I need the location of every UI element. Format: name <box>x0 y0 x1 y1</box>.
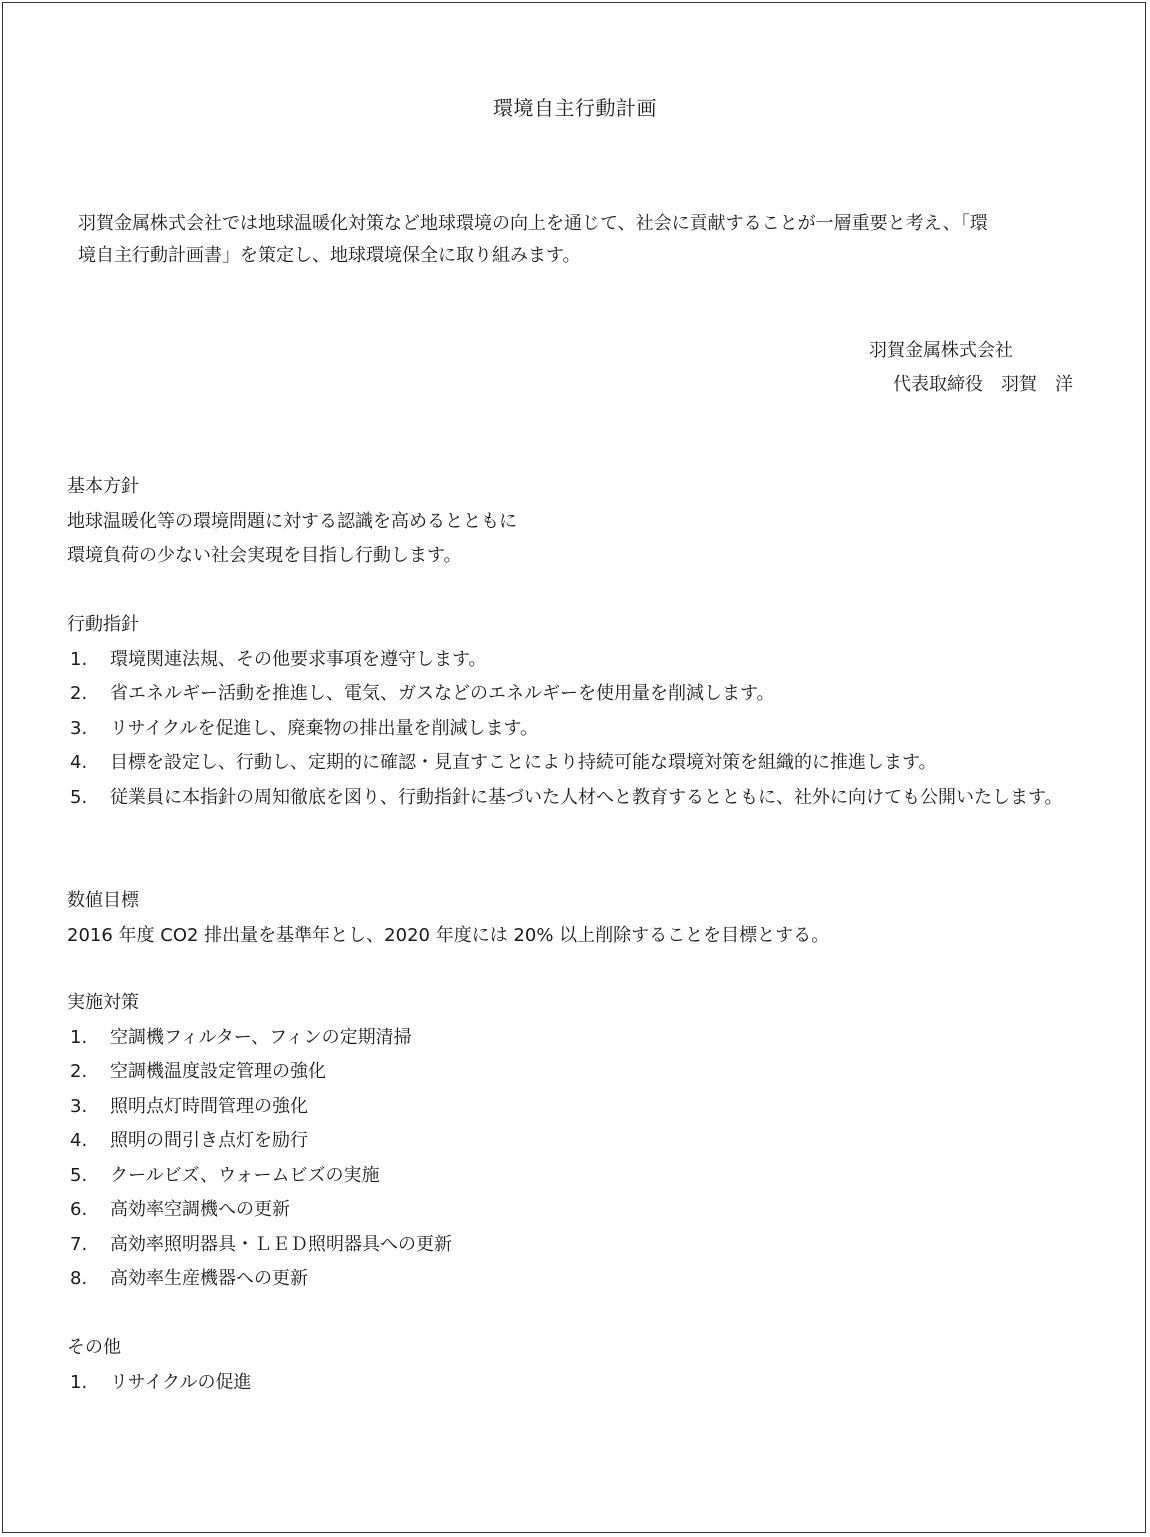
item-text: 従業員に本指針の周知徹底を図り、行動指針に基づいた人材へと教育するとともに、社外に向けても公開いたします。 <box>110 786 1063 808</box>
item-text: 高効率生産機器への更新 <box>110 1268 308 1289</box>
list-item <box>67 1228 1087 1263</box>
list-item <box>67 1055 1087 1090</box>
section-heading: 行動指針 <box>67 614 139 635</box>
list-item <box>67 1124 1087 1159</box>
item-text: 照明点灯時間管理の強化 <box>110 1095 308 1117</box>
list-item <box>67 746 1087 781</box>
section-other <box>67 1331 1087 1400</box>
item-number: 6. <box>70 1199 88 1220</box>
intro-line: 羽賀金属株式会社では地球温暖化対策など地球環境の向上を通じて、社会に貢献することが一層重要と考え、「環 <box>78 213 988 234</box>
item-number: 1. <box>70 648 88 670</box>
policy-line: 環境負荷の少ない社会実現を目指し行動します。 <box>67 545 462 566</box>
intro-paragraph <box>78 208 1078 272</box>
list-item <box>67 1159 1087 1194</box>
item-text: 空調機温度設定管理の強化 <box>110 1061 326 1082</box>
section-heading: 実施対策 <box>67 992 139 1013</box>
list-item <box>67 1021 1087 1056</box>
list-item <box>67 781 1087 816</box>
list-item <box>67 712 1087 747</box>
section-measures <box>67 986 1087 1297</box>
item-text: クールビズ、ウォームビズの実施 <box>110 1164 380 1186</box>
list-item <box>67 1262 1087 1297</box>
list-item <box>67 677 1087 712</box>
item-number: 1. <box>70 1371 88 1393</box>
list-item <box>67 1193 1087 1228</box>
section-heading: その他 <box>67 1337 121 1358</box>
list-item <box>67 1366 1087 1401</box>
policy-line: 地球温暖化等の環境問題に対する認識を高めるとともに <box>67 510 517 532</box>
item-number: 5. <box>70 786 88 808</box>
list-item <box>67 1090 1087 1125</box>
target-text: 2016 年度 CO2 排出量を基準年とし、2020 年度には 20% 以上削除することを目標とする。 <box>67 924 830 946</box>
item-number: 4. <box>70 1130 88 1151</box>
signature-block <box>773 334 1073 402</box>
section-heading: 基本方針 <box>67 476 139 497</box>
signature-representative: 代表取締役 羽賀 洋 <box>893 374 1073 395</box>
item-number: 3. <box>70 1095 88 1117</box>
section-basic-policy <box>67 470 1087 574</box>
document-title: 環境自主行動計画 <box>493 96 657 120</box>
item-number: 3. <box>70 717 88 739</box>
item-number: 5. <box>70 1164 88 1186</box>
section-numerical-target <box>67 884 1087 953</box>
item-text: リサイクルの促進 <box>110 1371 252 1393</box>
item-number: 2. <box>70 683 88 704</box>
section-action-guidelines <box>67 608 1087 815</box>
section-heading: 数値目標 <box>67 890 139 911</box>
item-number: 2. <box>70 1061 88 1082</box>
item-number: 1. <box>70 1026 88 1048</box>
item-text: 目標を設定し、行動し、定期的に確認・見直すことにより持続可能な環境対策を組織的に推進します。 <box>110 752 937 773</box>
intro-line: 境自主行動計画書」を策定し、地球環境保全に取り組みます。 <box>78 245 581 266</box>
item-text: 高効率空調機への更新 <box>110 1199 290 1220</box>
item-text: 環境関連法規、その他要求事項を遵守します。 <box>110 648 487 670</box>
item-text: 空調機フィルター、フィンの定期清掃 <box>110 1026 412 1048</box>
item-text: 省エネルギー活動を推進し、電気、ガスなどのエネルギーを使用量を削減します。 <box>110 683 775 704</box>
signature-company: 羽賀金属株式会社 <box>869 340 1013 361</box>
item-number: 8. <box>70 1268 88 1289</box>
item-text: 照明の間引き点灯を励行 <box>110 1130 308 1151</box>
item-number: 7. <box>70 1233 88 1255</box>
item-text: リサイクルを促進し、廃棄物の排出量を削減します。 <box>110 717 539 739</box>
list-item <box>67 643 1087 678</box>
item-number: 4. <box>70 752 88 773</box>
item-text: 高効率照明器具・ＬＥＤ照明器具への更新 <box>110 1233 452 1255</box>
